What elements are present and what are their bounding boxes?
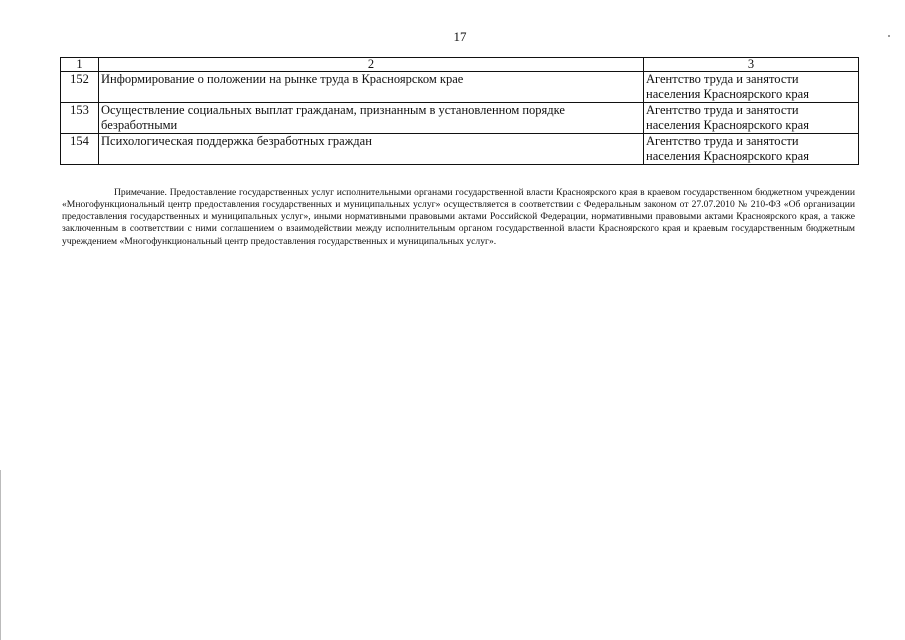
service-name: Осуществление социальных выплат гражданам, признанным в установленном порядке безработными xyxy=(99,103,644,134)
scan-edge-line xyxy=(0,470,1,640)
agency-line-1: Агентство труда и занятости xyxy=(646,103,799,117)
row-number: 154 xyxy=(61,134,99,165)
table-row xyxy=(61,72,859,103)
column-header-1: 1 xyxy=(61,58,99,72)
agency-line-2: населения Красноярского края xyxy=(646,149,809,163)
agency-cell xyxy=(644,103,859,134)
agency-line-1: Агентство труда и занятости xyxy=(646,134,799,148)
page-number: 17 xyxy=(453,29,467,44)
agency-cell xyxy=(644,72,859,103)
row-number: 153 xyxy=(61,103,99,134)
row-number: 152 xyxy=(61,72,99,103)
scan-dot xyxy=(888,35,890,37)
agency-line-2: населения Красноярского края xyxy=(646,118,809,132)
agency-line-2: населения Красноярского края xyxy=(646,87,809,101)
column-header-2: 2 xyxy=(99,58,644,72)
footnote: Примечание. Предоставление государственных услуг исполнительными органами государственной власти Красноярского края в краевом государственном бюджетном учреждении «Многофункциональный центр предоставления государственных и муниципальных услуг» осуществляется в соответствии с Федеральным законом от 27.07.2010 № 210-ФЗ «Об организации предоставления государственных и муниципальных услуг», иными нормативными правовыми актами Российской Федерации, нормативными правовыми актами Красноярского края, а также заключенным в соответствии с ними соглашением о взаимодействии между исполнительным органом государственной власти Красноярского края и краевым государственным бюджетным учреждением «Многофункциональный центр предоставления государственных и муниципальных услуг». xyxy=(62,186,855,247)
agency-cell xyxy=(644,134,859,165)
column-header-3: 3 xyxy=(644,58,859,72)
agency-line-1: Агентство труда и занятости xyxy=(646,72,799,86)
service-name: Информирование о положении на рынке труда в Красноярском крае xyxy=(99,72,644,103)
services-table xyxy=(60,57,859,165)
service-name: Психологическая поддержка безработных граждан xyxy=(99,134,644,165)
table-row xyxy=(61,103,859,134)
table-row xyxy=(61,134,859,165)
table-header-row xyxy=(61,58,859,72)
